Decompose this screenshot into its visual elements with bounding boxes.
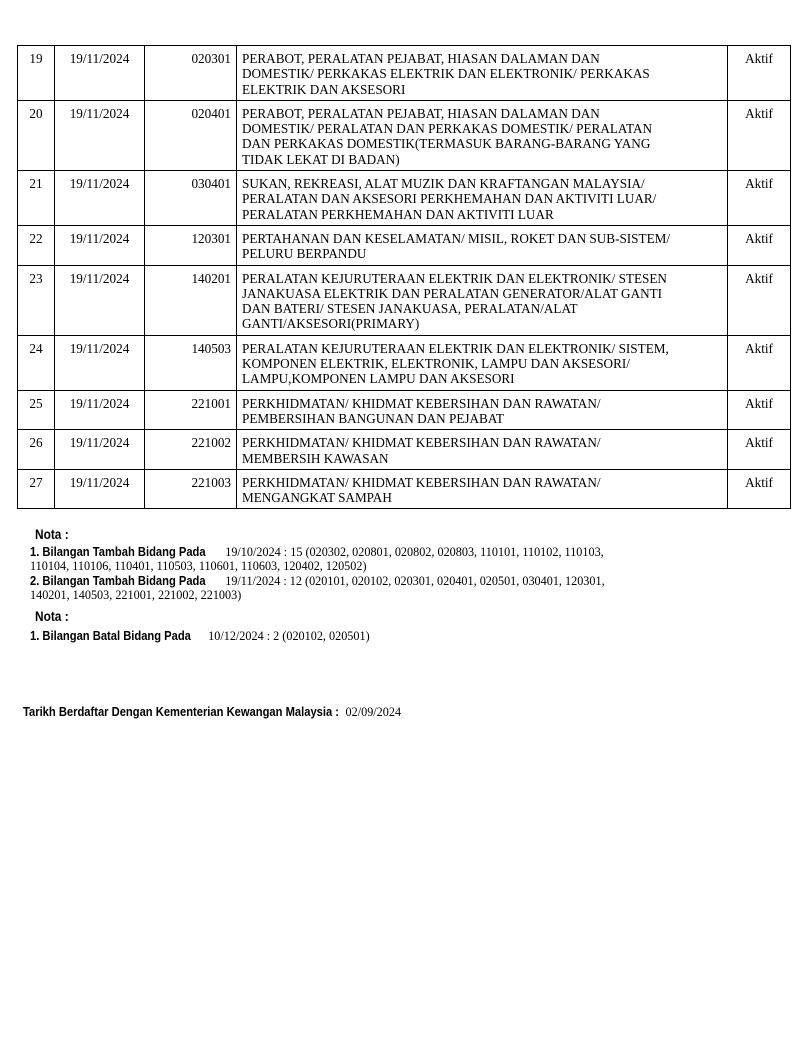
table-row xyxy=(18,335,791,390)
note-cancel-1-text: 10/12/2024 : 2 (020102, 020501) xyxy=(205,629,370,643)
row-status: Aktif xyxy=(728,265,791,335)
row-code: 221002 xyxy=(145,430,237,470)
row-description-line: PERABOT, PERALATAN PEJABAT, HIASAN DALAMAN DAN xyxy=(242,51,600,66)
row-description xyxy=(237,265,728,335)
note-add-2-lead: 2. Bilangan Tambah Bidang Pada xyxy=(30,573,206,588)
table-row xyxy=(18,100,791,170)
row-description xyxy=(237,335,728,390)
row-description-line: GANTI/AKSESORI(PRIMARY) xyxy=(242,316,420,332)
table-row xyxy=(18,225,791,265)
table-row xyxy=(18,430,791,470)
note-add-2-text: 19/11/2024 : 12 (020101, 020102, 020301, 020401, 020501, 030401, 120301, xyxy=(222,574,605,588)
row-date: 19/11/2024 xyxy=(55,171,145,226)
row-description-line: DOMESTIK/ PERKAKAS ELEKTRIK DAN ELEKTRONIK/ PERKAKAS xyxy=(242,66,650,82)
nota-heading: Nota : xyxy=(35,527,69,542)
row-description-line: PERALATAN PERKHEMAHAN DAN AKTIVITI LUAR xyxy=(242,206,554,222)
row-description-line: DAN BATERI/ STESEN JANAKUASA, PERALATAN/ALAT xyxy=(242,301,578,317)
row-code: 140201 xyxy=(145,265,237,335)
row-date: 19/11/2024 xyxy=(55,469,145,509)
row-code: 120301 xyxy=(145,225,237,265)
table-body xyxy=(18,46,791,509)
row-description-line: SUKAN, REKREASI, ALAT MUZIK DAN KRAFTANGAN MALAYSIA/ xyxy=(242,176,645,192)
row-number: 26 xyxy=(18,430,55,470)
row-number: 19 xyxy=(18,46,55,101)
row-description-line: DOMESTIK/ PERALATAN DAN PERKAKAS DOMESTIK/ PERALATAN xyxy=(242,121,653,137)
row-number: 20 xyxy=(18,100,55,170)
row-status: Aktif xyxy=(728,225,791,265)
row-code: 030401 xyxy=(145,171,237,226)
row-description xyxy=(237,430,728,470)
registration-label: Tarikh Berdaftar Dengan Kementerian Kewangan Malaysia : xyxy=(23,704,340,719)
nota-heading-2: Nota : xyxy=(35,609,69,624)
row-description-line: MEMBERSIH KAWASAN xyxy=(242,450,389,466)
note-cancel-1 xyxy=(30,629,790,643)
note-add-1-lead: 1. Bilangan Tambah Bidang Pada xyxy=(30,544,206,559)
row-status: Aktif xyxy=(728,335,791,390)
row-description-line: TIDAK LEKAT DI BADAN) xyxy=(242,151,400,167)
row-status: Aktif xyxy=(728,171,791,226)
row-date: 19/11/2024 xyxy=(55,390,145,430)
row-description-line: PERALATAN KEJURUTERAAN ELEKTRIK DAN ELEKTRONIK/ SISTEM, xyxy=(242,340,669,356)
row-description-line: PERALATAN DAN AKSESORI PERKHEMAHAN DAN AKTIVITI LUAR/ xyxy=(242,191,657,207)
row-date: 19/11/2024 xyxy=(55,265,145,335)
row-status: Aktif xyxy=(728,100,791,170)
row-status: Aktif xyxy=(728,390,791,430)
row-description xyxy=(237,171,728,226)
row-number: 21 xyxy=(18,171,55,226)
row-description-line: PERTAHANAN DAN KESELAMATAN/ MISIL, ROKET DAN SUB-SISTEM/ xyxy=(242,230,671,246)
row-description-line: DAN PERKAKAS DOMESTIK(TERMASUK BARANG-BARANG YANG xyxy=(242,136,651,152)
row-number: 24 xyxy=(18,335,55,390)
row-number: 27 xyxy=(18,469,55,509)
row-description-line: PEMBERSIHAN BANGUNAN DAN PEJABAT xyxy=(242,410,504,426)
row-description-line: KOMPONEN ELEKTRIK, ELEKTRONIK, LAMPU DAN AKSESORI/ xyxy=(242,356,630,372)
row-description-line: PERKHIDMATAN/ KHIDMAT KEBERSIHAN DAN RAWATAN/ xyxy=(242,435,601,451)
row-date: 19/11/2024 xyxy=(55,100,145,170)
row-description-line: LAMPU,KOMPONEN LAMPU DAN AKSESORI xyxy=(242,371,515,387)
row-number: 22 xyxy=(18,225,55,265)
table-row xyxy=(18,469,791,509)
row-description-line: PERALATAN KEJURUTERAAN ELEKTRIK DAN ELEKTRONIK/ STESEN xyxy=(242,270,667,286)
row-description-line: PELURU BERPANDU xyxy=(242,246,367,262)
row-description xyxy=(237,390,728,430)
note-cancel-1-lead: 1. Bilangan Batal Bidang Pada xyxy=(30,628,191,643)
row-date: 19/11/2024 xyxy=(55,46,145,101)
row-description xyxy=(237,469,728,509)
note-add-2 xyxy=(30,574,790,602)
row-description-line: PERKHIDMATAN/ KHIDMAT KEBERSIHAN DAN RAWATAN/ xyxy=(242,395,601,411)
table-row xyxy=(18,171,791,226)
note-add-2-continued: 140201, 140503, 221001, 221002, 221003) xyxy=(30,588,242,602)
row-status: Aktif xyxy=(728,469,791,509)
row-status: Aktif xyxy=(728,430,791,470)
row-description-line: JANAKUASA ELEKTRIK DAN PERALATAN GENERATOR/ALAT GANTI xyxy=(242,285,663,301)
row-date: 19/11/2024 xyxy=(55,225,145,265)
row-description-line: ELEKTRIK DAN AKSESORI xyxy=(242,81,406,97)
fields-table xyxy=(17,45,791,509)
row-number: 23 xyxy=(18,265,55,335)
registration-date-line xyxy=(23,704,401,720)
row-code: 221001 xyxy=(145,390,237,430)
registration-date: 02/09/2024 xyxy=(342,705,402,719)
table-row xyxy=(18,46,791,101)
row-status: Aktif xyxy=(728,46,791,101)
table-row xyxy=(18,390,791,430)
table-row xyxy=(18,265,791,335)
note-add-1 xyxy=(30,545,790,573)
row-code: 020301 xyxy=(145,46,237,101)
row-description xyxy=(237,100,728,170)
note-add-1-continued: 110104, 110106, 110401, 110503, 110601, 110603, 120402, 120502) xyxy=(30,559,367,573)
row-code: 221003 xyxy=(145,469,237,509)
row-number: 25 xyxy=(18,390,55,430)
row-description-line: MENGANGKAT SAMPAH xyxy=(242,490,392,506)
row-code: 020401 xyxy=(145,100,237,170)
row-description-line: PERKHIDMATAN/ KHIDMAT KEBERSIHAN DAN RAWATAN/ xyxy=(242,474,601,490)
note-add-1-text: 19/10/2024 : 15 (020302, 020801, 020802, 020803, 110101, 110102, 110103, xyxy=(222,545,604,559)
row-description-line: PERABOT, PERALATAN PEJABAT, HIASAN DALAMAN DAN xyxy=(242,105,600,121)
row-date: 19/11/2024 xyxy=(55,335,145,390)
row-date: 19/11/2024 xyxy=(55,430,145,470)
row-description xyxy=(237,46,728,101)
row-code: 140503 xyxy=(145,335,237,390)
row-description xyxy=(237,225,728,265)
